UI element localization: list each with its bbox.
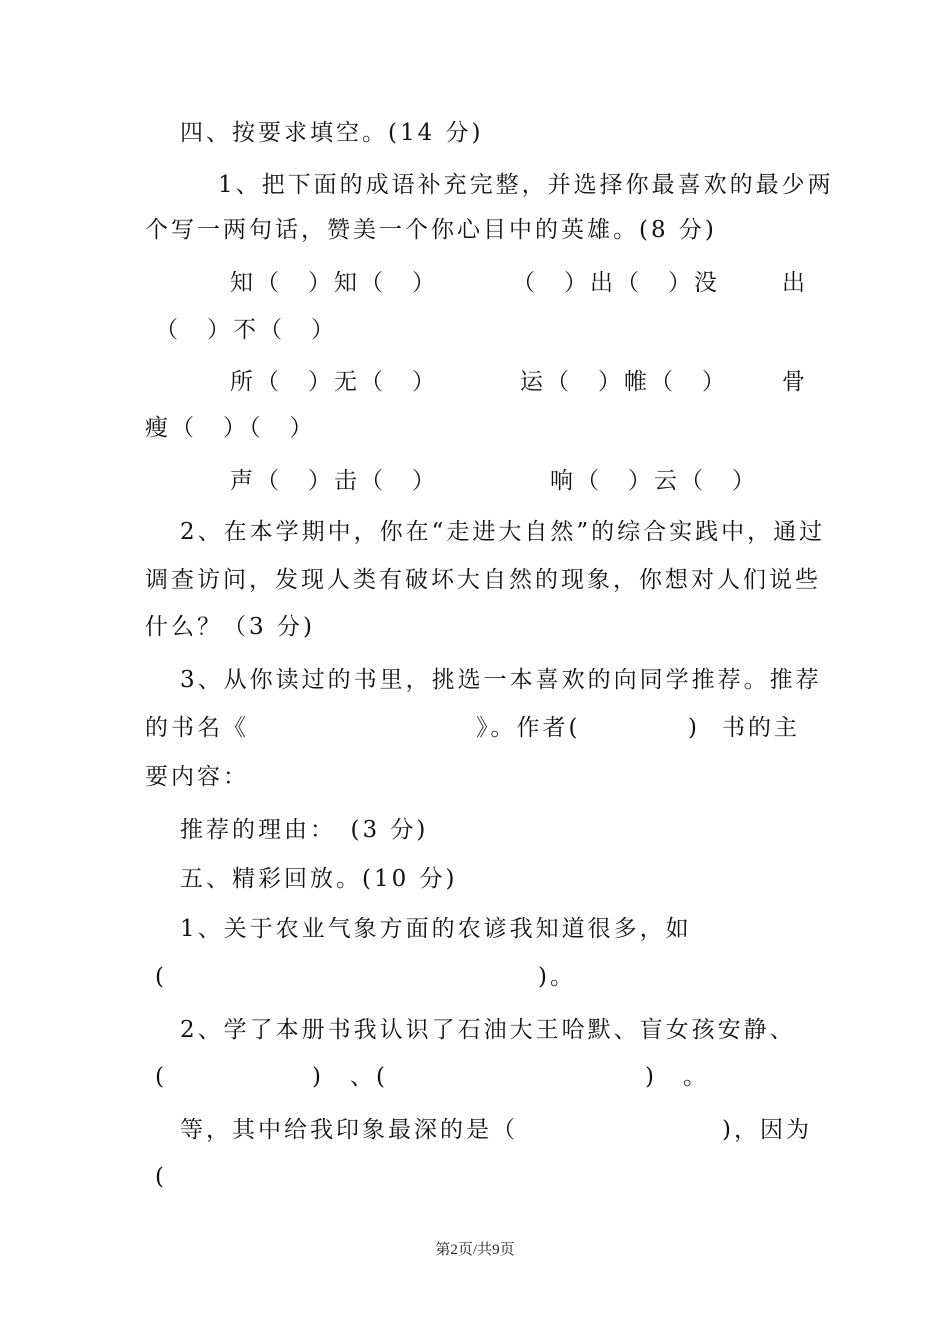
q3-line-1: 3、从你读过的书里，挑选一本喜欢的向同学推荐。推荐 xyxy=(180,667,822,693)
q2-line-1: 2、在本学期中，你在“走进大自然”的综合实践中，通过 xyxy=(180,519,826,545)
s5-q1-blank-close: )。 xyxy=(538,964,576,990)
idiom-5: 运（ ）帷（ ） xyxy=(520,369,728,395)
q3-content: 要内容： xyxy=(145,764,249,790)
s5-q2-last-blank: ( xyxy=(155,1164,167,1190)
q2-line-3: 什么？（3 分) xyxy=(145,614,315,640)
idiom-6-start: 骨 xyxy=(782,369,808,395)
idiom-3-start: 出 xyxy=(782,270,808,296)
q3-content-start: 书的主 xyxy=(722,715,800,741)
idiom-7: 声（ ）击（ ） xyxy=(230,468,438,494)
idiom-2: （ ）出（ ）没 xyxy=(512,270,720,296)
idiom-4: 所（ ）无（ ） xyxy=(230,369,438,395)
idiom-3-end: （ ）不（ ） xyxy=(155,317,337,343)
s5-q2-line-1: 2、学了本册书我认识了石油大王哈默、盲女孩安静、 xyxy=(180,1017,796,1043)
q3-reason: 推荐的理由： (3 分) xyxy=(180,817,429,843)
page-footer: 第2页/共9页 xyxy=(435,1242,515,1258)
s5-q2-because: )，因为 xyxy=(722,1117,812,1143)
idiom-8: 响（ ）云（ ） xyxy=(550,468,758,494)
idiom-1: 知（ ）知（ ） xyxy=(230,270,438,296)
q3-author-close: ) xyxy=(688,715,700,741)
q1-line-2: 个写一两句话，赞美一个你心目中的英雄。(8 分) xyxy=(145,217,717,243)
s5-q2-blank-open: ( xyxy=(155,1064,167,1090)
section-4-heading: 四、按要求填空。(14 分) xyxy=(180,120,484,146)
section-5-heading: 五、精彩回放。(10 分) xyxy=(180,866,458,892)
q2-line-2: 调查访问，发现人类有破坏大自然的现象，你想对人们说些 xyxy=(145,567,821,593)
q3-author: 》。作者( xyxy=(476,715,581,741)
s5-q2-blank-close: ) 。 xyxy=(645,1064,709,1090)
s5-q1-blank-open: ( xyxy=(155,964,167,990)
s5-q2-line-3: 等，其中给我印象最深的是（ xyxy=(180,1117,518,1143)
q1-line-1: 1、把下面的成语补充完整，并选择你最喜欢的最少两 xyxy=(218,172,834,198)
q3-book-name: 的书名《 xyxy=(145,715,249,741)
idiom-6-end: 瘦（ ）（ ） xyxy=(145,415,316,441)
s5-q2-blank-mid: ) 、( xyxy=(312,1064,388,1090)
s5-q1: 1、关于农业气象方面的农谚我知道很多，如 xyxy=(180,916,692,942)
